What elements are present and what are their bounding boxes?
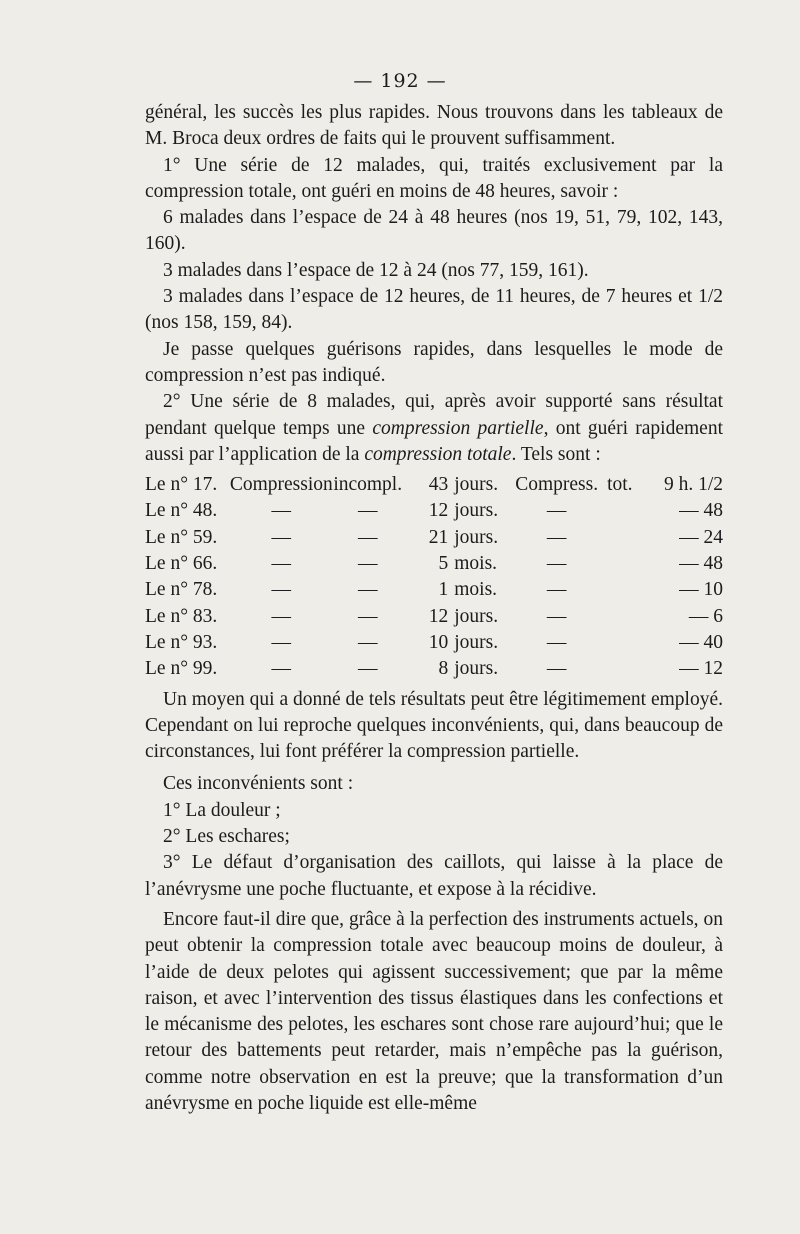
case-cell-c4 xyxy=(600,604,639,630)
case-cell-c3: — xyxy=(546,526,567,548)
case-cell-res: — 24 xyxy=(679,526,723,548)
case-cell-n: 12 xyxy=(428,605,449,627)
case-cell-c4 xyxy=(600,577,639,603)
case-cell-n: 12 xyxy=(428,500,449,522)
case-cell-no: Le n° 99. xyxy=(145,658,218,680)
paragraph: général, les succès les plus rapides. Nous trouvons dans les tableaux de M. Broca deux ordres de faits qui le prouvent suffisamment. xyxy=(145,102,723,150)
case-cell-c3: — xyxy=(546,579,567,601)
case-cell-no: Le n° 59. xyxy=(145,526,218,548)
case-cell-c2: — xyxy=(357,605,378,627)
case-cell-no: Le n° 78. xyxy=(145,579,218,601)
case-cell-c3: — xyxy=(546,500,567,522)
case-cell-n: 8 xyxy=(438,658,449,680)
case-cell-no: Le n° 93. xyxy=(145,631,218,653)
paragraph: 1° Une série de 12 malades, qui, traités exclusivement par la compression totale, ont guéri en moins de 48 heures, savoir : xyxy=(145,154,723,202)
case-cell-unit: jours. xyxy=(454,500,499,522)
case-cell-n: 21 xyxy=(428,526,449,548)
case-cell-c1: — xyxy=(271,605,292,627)
page-number-header: — 192 — xyxy=(353,70,447,92)
case-cell-c4 xyxy=(600,630,639,656)
case-cell-n: 1 xyxy=(438,579,449,601)
cases-table xyxy=(145,472,723,682)
case-cell-n: 10 xyxy=(428,631,449,653)
case-cell-unit: jours. xyxy=(454,658,499,680)
case-cell-no: Le n° 48. xyxy=(145,500,218,522)
case-cell-c2: — xyxy=(357,579,378,601)
case-cell-c1: — xyxy=(271,579,292,601)
text-run: , ont guéri rapidement aussi par l’application de la xyxy=(145,417,723,465)
case-cell-unit: mois. xyxy=(454,579,498,601)
case-cell-res: — 6 xyxy=(688,605,723,627)
case-cell-c3: — xyxy=(546,605,567,627)
paragraph: 3° Le défaut d’organisation des caillots, qui laisse à la place de l’anévrysme une poche fluctuante, et expose à la récidive. xyxy=(145,852,723,900)
case-row xyxy=(145,498,723,524)
paragraph: 2° Les eschares; xyxy=(163,826,290,848)
paragraph: 6 malades dans l’espace de 24 à 48 heures (nos 19, 51, 79, 102, 143, 160). xyxy=(145,207,723,255)
paragraph: Je passe quelques guérisons rapides, dans lesquelles le mode de compression n’est pas indiqué. xyxy=(145,338,723,386)
page-body xyxy=(145,100,723,1117)
case-row xyxy=(145,630,723,656)
case-cell-n: 5 xyxy=(438,553,449,575)
case-cell-c4 xyxy=(600,498,639,524)
case-cell-no: Le n° 83. xyxy=(145,605,218,627)
paragraph: 1° La douleur ; xyxy=(163,799,281,821)
case-cell-no: Le n° 17. xyxy=(145,474,218,496)
case-cell-unit: jours. xyxy=(454,526,499,548)
case-cell-c3: — xyxy=(546,658,567,680)
case-cell-c4 xyxy=(600,551,639,577)
case-cell-c1: Compression xyxy=(229,474,333,496)
case-row xyxy=(145,656,723,682)
case-cell-res: — 12 xyxy=(679,658,723,680)
paragraph: Encore faut-il dire que, grâce à la perfection des instruments actuels, on peut obtenir la compression totale avec beaucoup moins de douleur, à l’aide de deux pelotes qui agissent successivement; que par la même raison, et avec l’intervention des tissus élastiques dans les confections et le mécanisme des pelotes, les eschares sont chose rare aujourd’hui; que le retour des battements peut retarder, mais n’empêche pas la guérison, comme notre observation en est la preuve; que la transformation d’un anévrysme en poche liquide est elle-même xyxy=(145,908,723,1114)
case-cell-c1: — xyxy=(271,658,292,680)
paragraph: Ces inconvénients sont : xyxy=(163,773,354,795)
paragraph-series-two xyxy=(145,389,723,468)
case-cell-unit: jours. xyxy=(454,474,499,496)
case-cell-unit: jours. xyxy=(454,605,499,627)
case-cell-c2: incompl. xyxy=(333,474,403,496)
case-cell-c1: — xyxy=(271,500,292,522)
case-cell-c2: — xyxy=(357,658,378,680)
case-cell-c2: — xyxy=(357,553,378,575)
case-row xyxy=(145,604,723,630)
case-cell-res: — 48 xyxy=(679,500,723,522)
case-cell-c1: — xyxy=(271,526,292,548)
case-cell-c3: Compress. xyxy=(515,474,599,496)
case-cell-c2: — xyxy=(357,631,378,653)
case-cell-unit: jours. xyxy=(454,631,499,653)
case-cell-res: — 40 xyxy=(679,631,723,653)
case-cell-unit: mois. xyxy=(454,553,498,575)
case-cell-c1: — xyxy=(271,631,292,653)
case-cell-c2: — xyxy=(357,526,378,548)
case-row xyxy=(145,525,723,551)
case-row xyxy=(145,577,723,603)
case-cell-no: Le n° 66. xyxy=(145,553,218,575)
case-cell-c1: — xyxy=(271,553,292,575)
case-cell-c3: — xyxy=(546,631,567,653)
emphasis-partial-compression: compression partielle xyxy=(372,417,544,439)
case-cell-res: — 48 xyxy=(679,553,723,575)
text-run: . Tels sont : xyxy=(511,443,601,465)
case-cell-c4 xyxy=(600,525,639,551)
case-cell-c2: — xyxy=(357,500,378,522)
case-cell-c3: — xyxy=(546,553,567,575)
emphasis-total-compression: compression totale xyxy=(364,443,512,465)
case-cell-c4: tot. xyxy=(607,474,633,496)
text-run: 2° Une série de 8 malades, qui, après avoir supporté sans résultat pendant quelque temps une xyxy=(145,391,723,439)
case-cell-n: 43 xyxy=(428,474,449,496)
case-row xyxy=(145,472,723,498)
paragraph: 3 malades dans l’espace de 12 heures, de 11 heures, de 7 heures et 1/2 (nos 158, 159, 84). xyxy=(145,286,723,334)
paragraph: Un moyen qui a donné de tels résultats peut être légitimement employé. Cependant on lui reproche quelques inconvénients, qui, dans beaucoup de circonstances, lui font préférer la compression partielle. xyxy=(145,688,723,763)
case-cell-res: 9 h. 1/2 xyxy=(663,474,723,496)
case-cell-res: — 10 xyxy=(679,579,723,601)
paragraph: 3 malades dans l’espace de 12 à 24 (nos 77, 159, 161). xyxy=(163,259,589,281)
case-row xyxy=(145,551,723,577)
case-cell-c4 xyxy=(600,656,639,682)
